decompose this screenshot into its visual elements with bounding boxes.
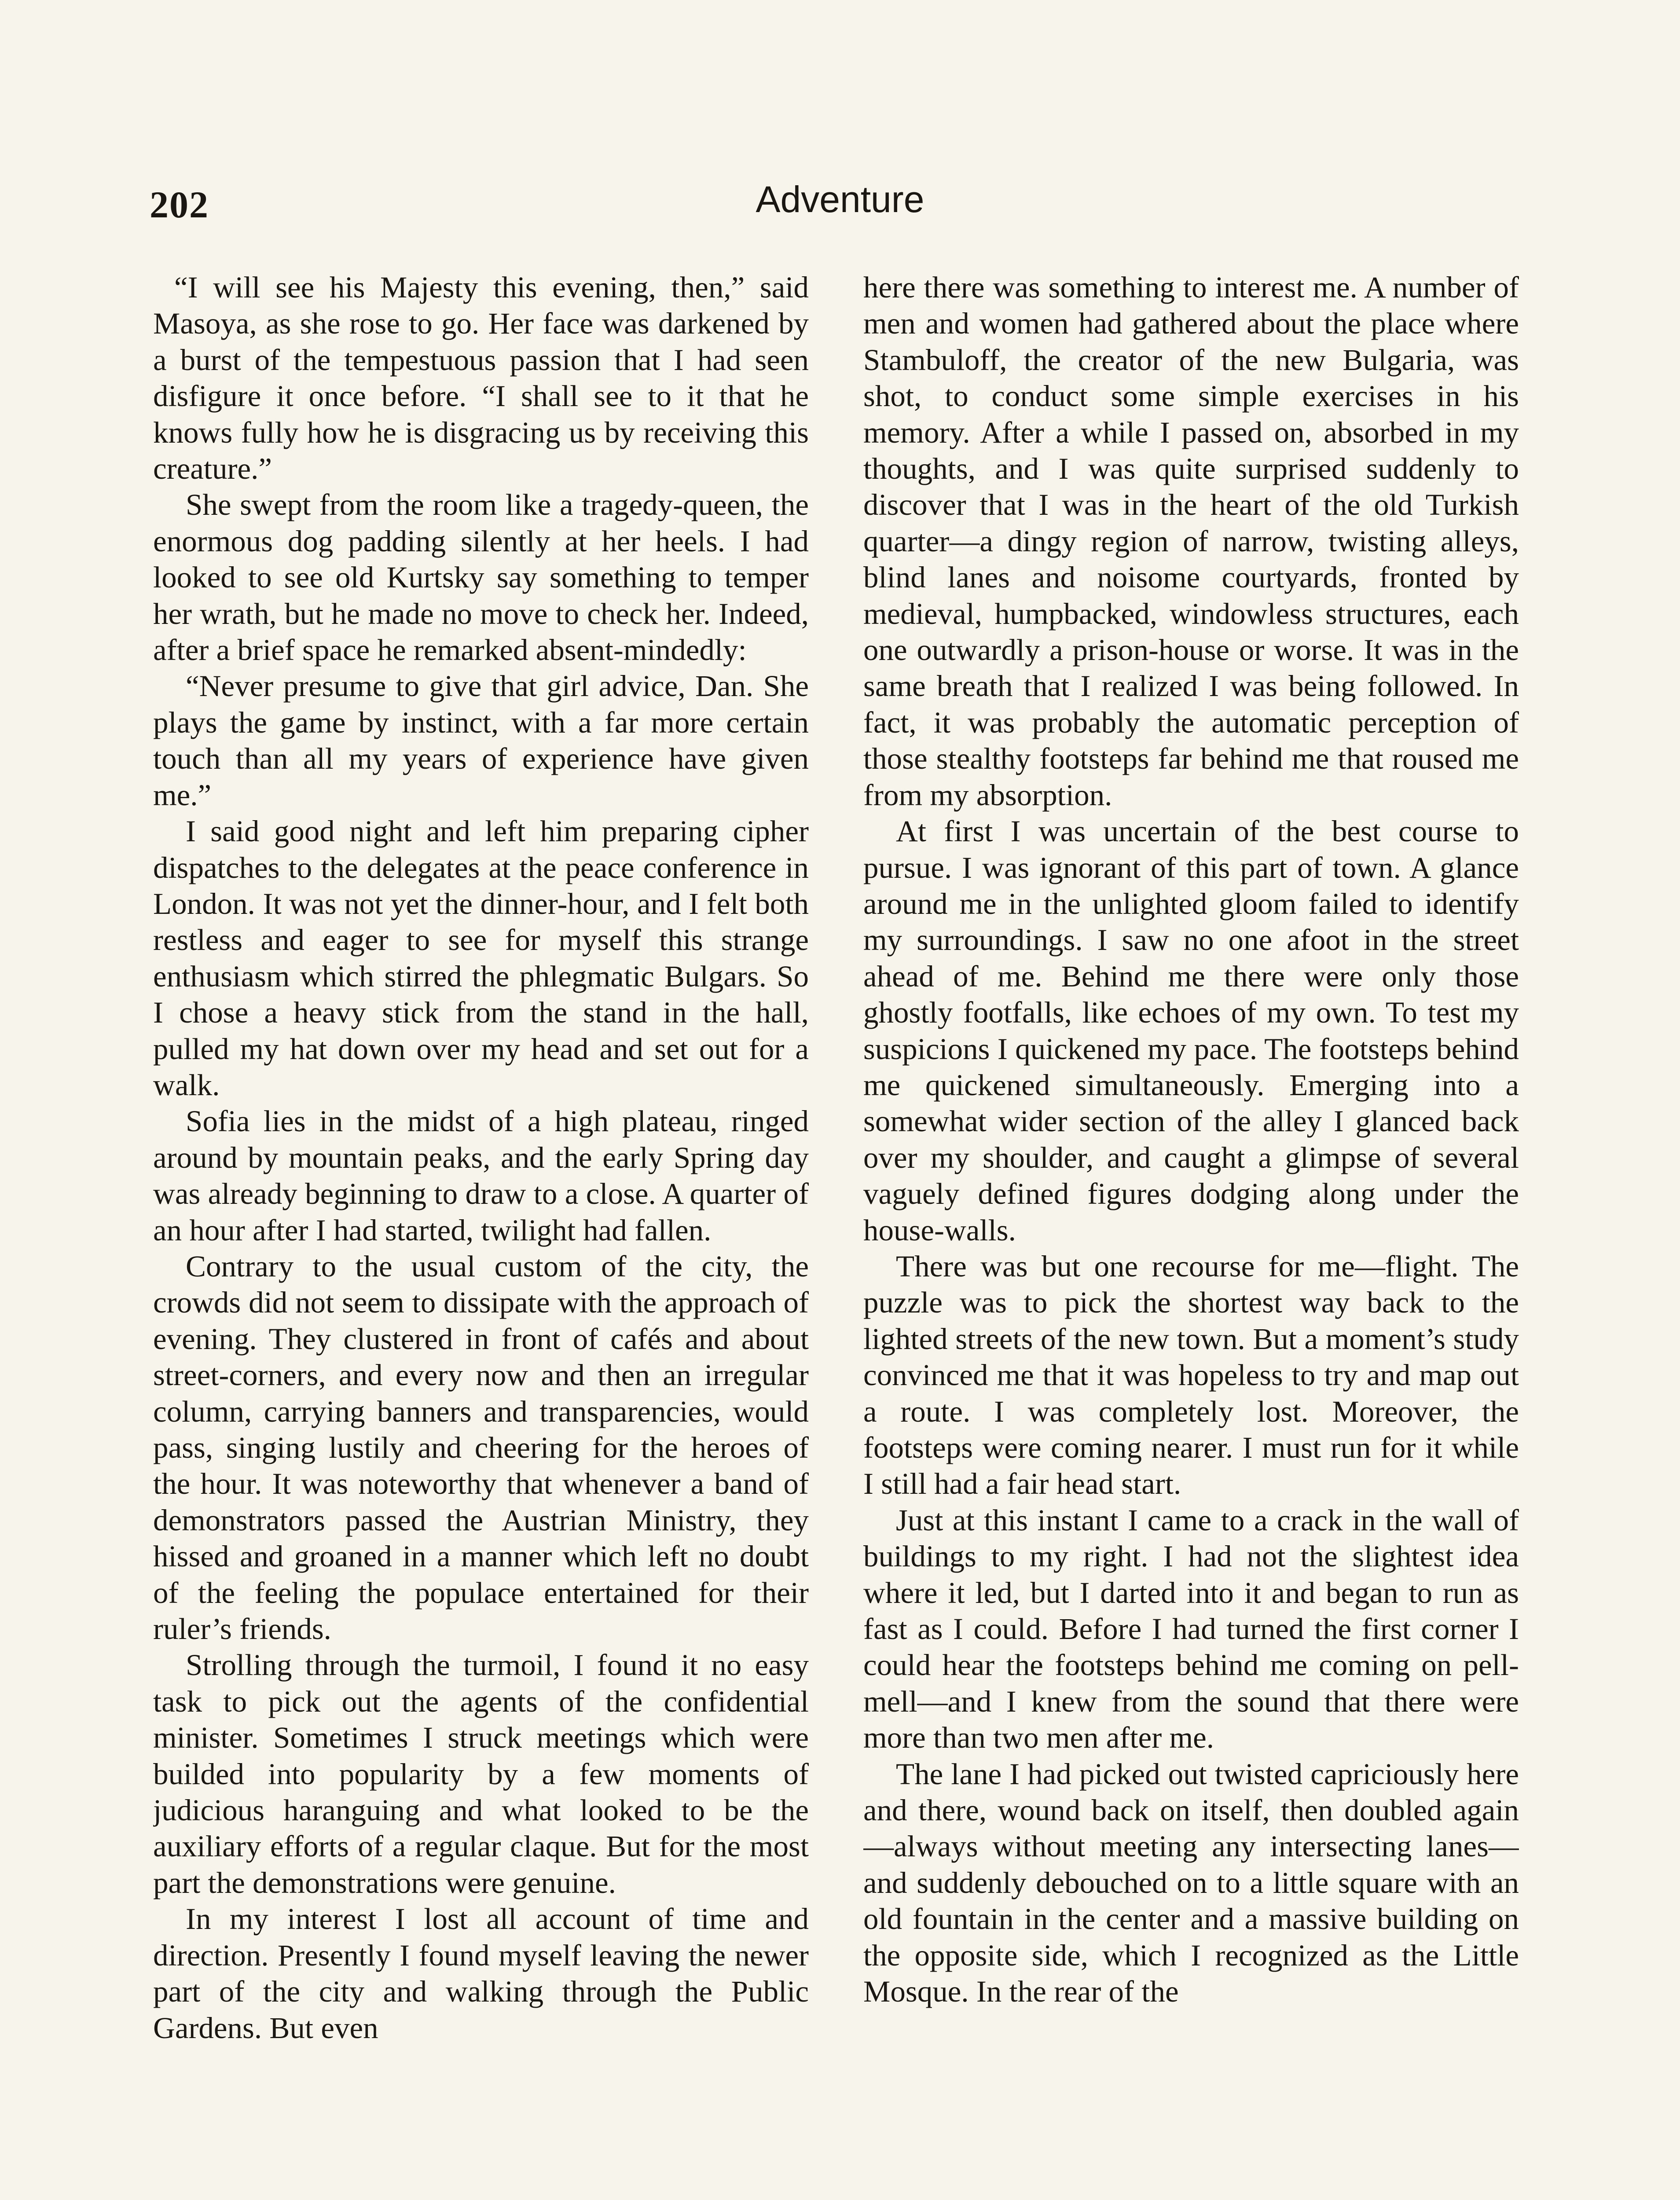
- paragraph: She swept from the room like a tragedy-queen, the enormous dog padding silently at her heels. I had looked to see old Kurtsky say something to temper her wrath, but he made no move to check her. Indeed, after a brief space he remarked absent-mindedly:: [153, 488, 809, 667]
- paragraph: Strolling through the turmoil, I found it no easy task to pick out the agents of the confidential minister. Sometimes I struck meetings which were builded into popularity by a few moments of judicious haranguing and what looked to be the auxiliary efforts of a regular claque. But for the most part the demonstrations were genuine.: [153, 1648, 809, 1899]
- running-title: Adventure: [756, 179, 924, 220]
- paragraph: At first I was uncertain of the best course to pursue. I was ignorant of this part of town. A glance around me in the unlighted gloom failed to identify my surroundings. I saw no one afoot in the street ahead of me. Behind me there were only those ghostly footfalls, like echoes of my own. To test my suspicions I quickened my pace. The footsteps behind me quickened simultaneously. Emerging into a somewhat wider section of the alley I glanced back over my shoulder, and caught a glimpse of several vaguely defined figures dodging along under the house-walls.: [863, 814, 1519, 1247]
- paragraph: Contrary to the usual custom of the city, the crowds did not seem to dissipate with the approach of evening. They clustered in front of cafés and about street-corners, and every now and then an irregular column, carrying banners and transparencies, would pass, singing lustily and cheering for the heroes of the hour. It was noteworthy that whenever a band of demonstrators passed the Austrian Ministry, they hissed and groaned in a manner which left no doubt of the feeling the populace entertained for their ruler’s friends.: [153, 1249, 809, 1646]
- paragraph: Sofia lies in the midst of a high plateau, ringed around by mountain peaks, and the early Spring day was already beginning to draw to a close. A quarter of an hour after I had started, twilight had fallen.: [153, 1104, 809, 1247]
- paragraph: I said good night and left him preparing cipher dispatches to the delegates at the peace conference in London. It was not yet the dinner-hour, and I felt both restless and eager to see for myself this strange enthusiasm which stirred the phlegmatic Bulgars. So I chose a heavy stick from the stand in the hall, pulled my hat down over my head and set out for a walk.: [153, 814, 809, 1102]
- paragraph: In my interest I lost all account of time and direction. Presently I found myself leaving the newer part of the city and walking through the Public Gardens. But even: [153, 1902, 809, 2045]
- paragraph: The lane I had picked out twisted capriciously here and there, wound back on itself, then doubled again—always without meeting any intersecting lanes—and suddenly debouched on to a little square with an old fountain in the center and a massive building on the opposite side, which I recognized as the Little Mosque. In the rear of the: [863, 1757, 1519, 2009]
- paragraph: here there was something to interest me. A number of men and women had gathered about the place where Stambuloff, the creator of the new Bulgaria, was shot, to conduct some simple exercises in his memory. After a while I passed on, absorbed in my thoughts, and I was quite surprised suddenly to discover that I was in the heart of the old Turkish quarter—a dingy region of narrow, twisting alleys, blind lanes and noisome courtyards, fronted by medieval, humpbacked, windowless structures, each one outwardly a prison-house or worse. It was in the same breath that I realized I was being followed. In fact, it was probably the automatic perception of those stealthy footsteps far behind me that roused me from my absorption.: [863, 271, 1519, 812]
- page-number: 202: [150, 183, 209, 226]
- paragraph: There was but one recourse for me—flight. The puzzle was to pick the shortest way back to the lighted streets of the new town. But a moment’s study convinced me that it was hopeless to try and map out a route. I was completely lost. Moreover, the footsteps were coming nearer. I must run for it while I still had a fair head start.: [863, 1249, 1519, 1501]
- paragraph: Just at this instant I came to a crack in the wall of buildings to my right. I had not the slightest idea where it led, but I darted into it and began to run as fast as I could. Before I had turned the first corner I could hear the footsteps behind me coming on pell-mell—and I knew from the sound that there were more than two men after me.: [863, 1503, 1519, 1755]
- paragraph: “Never presume to give that girl advice, Dan. She plays the game by instinct, with a far more certain touch than all my years of experience have given me.”: [153, 669, 809, 812]
- right-column: [863, 269, 1519, 2200]
- paragraph: “I will see his Majesty this evening, then,” said Masoya, as she rose to go. Her face was darkened by a burst of the tempestuous passion that I had seen disfigure it once before. “I shall see to it that he knows fully how he is disgracing us by receiving this creature.”: [153, 271, 809, 486]
- left-column: [153, 269, 809, 2200]
